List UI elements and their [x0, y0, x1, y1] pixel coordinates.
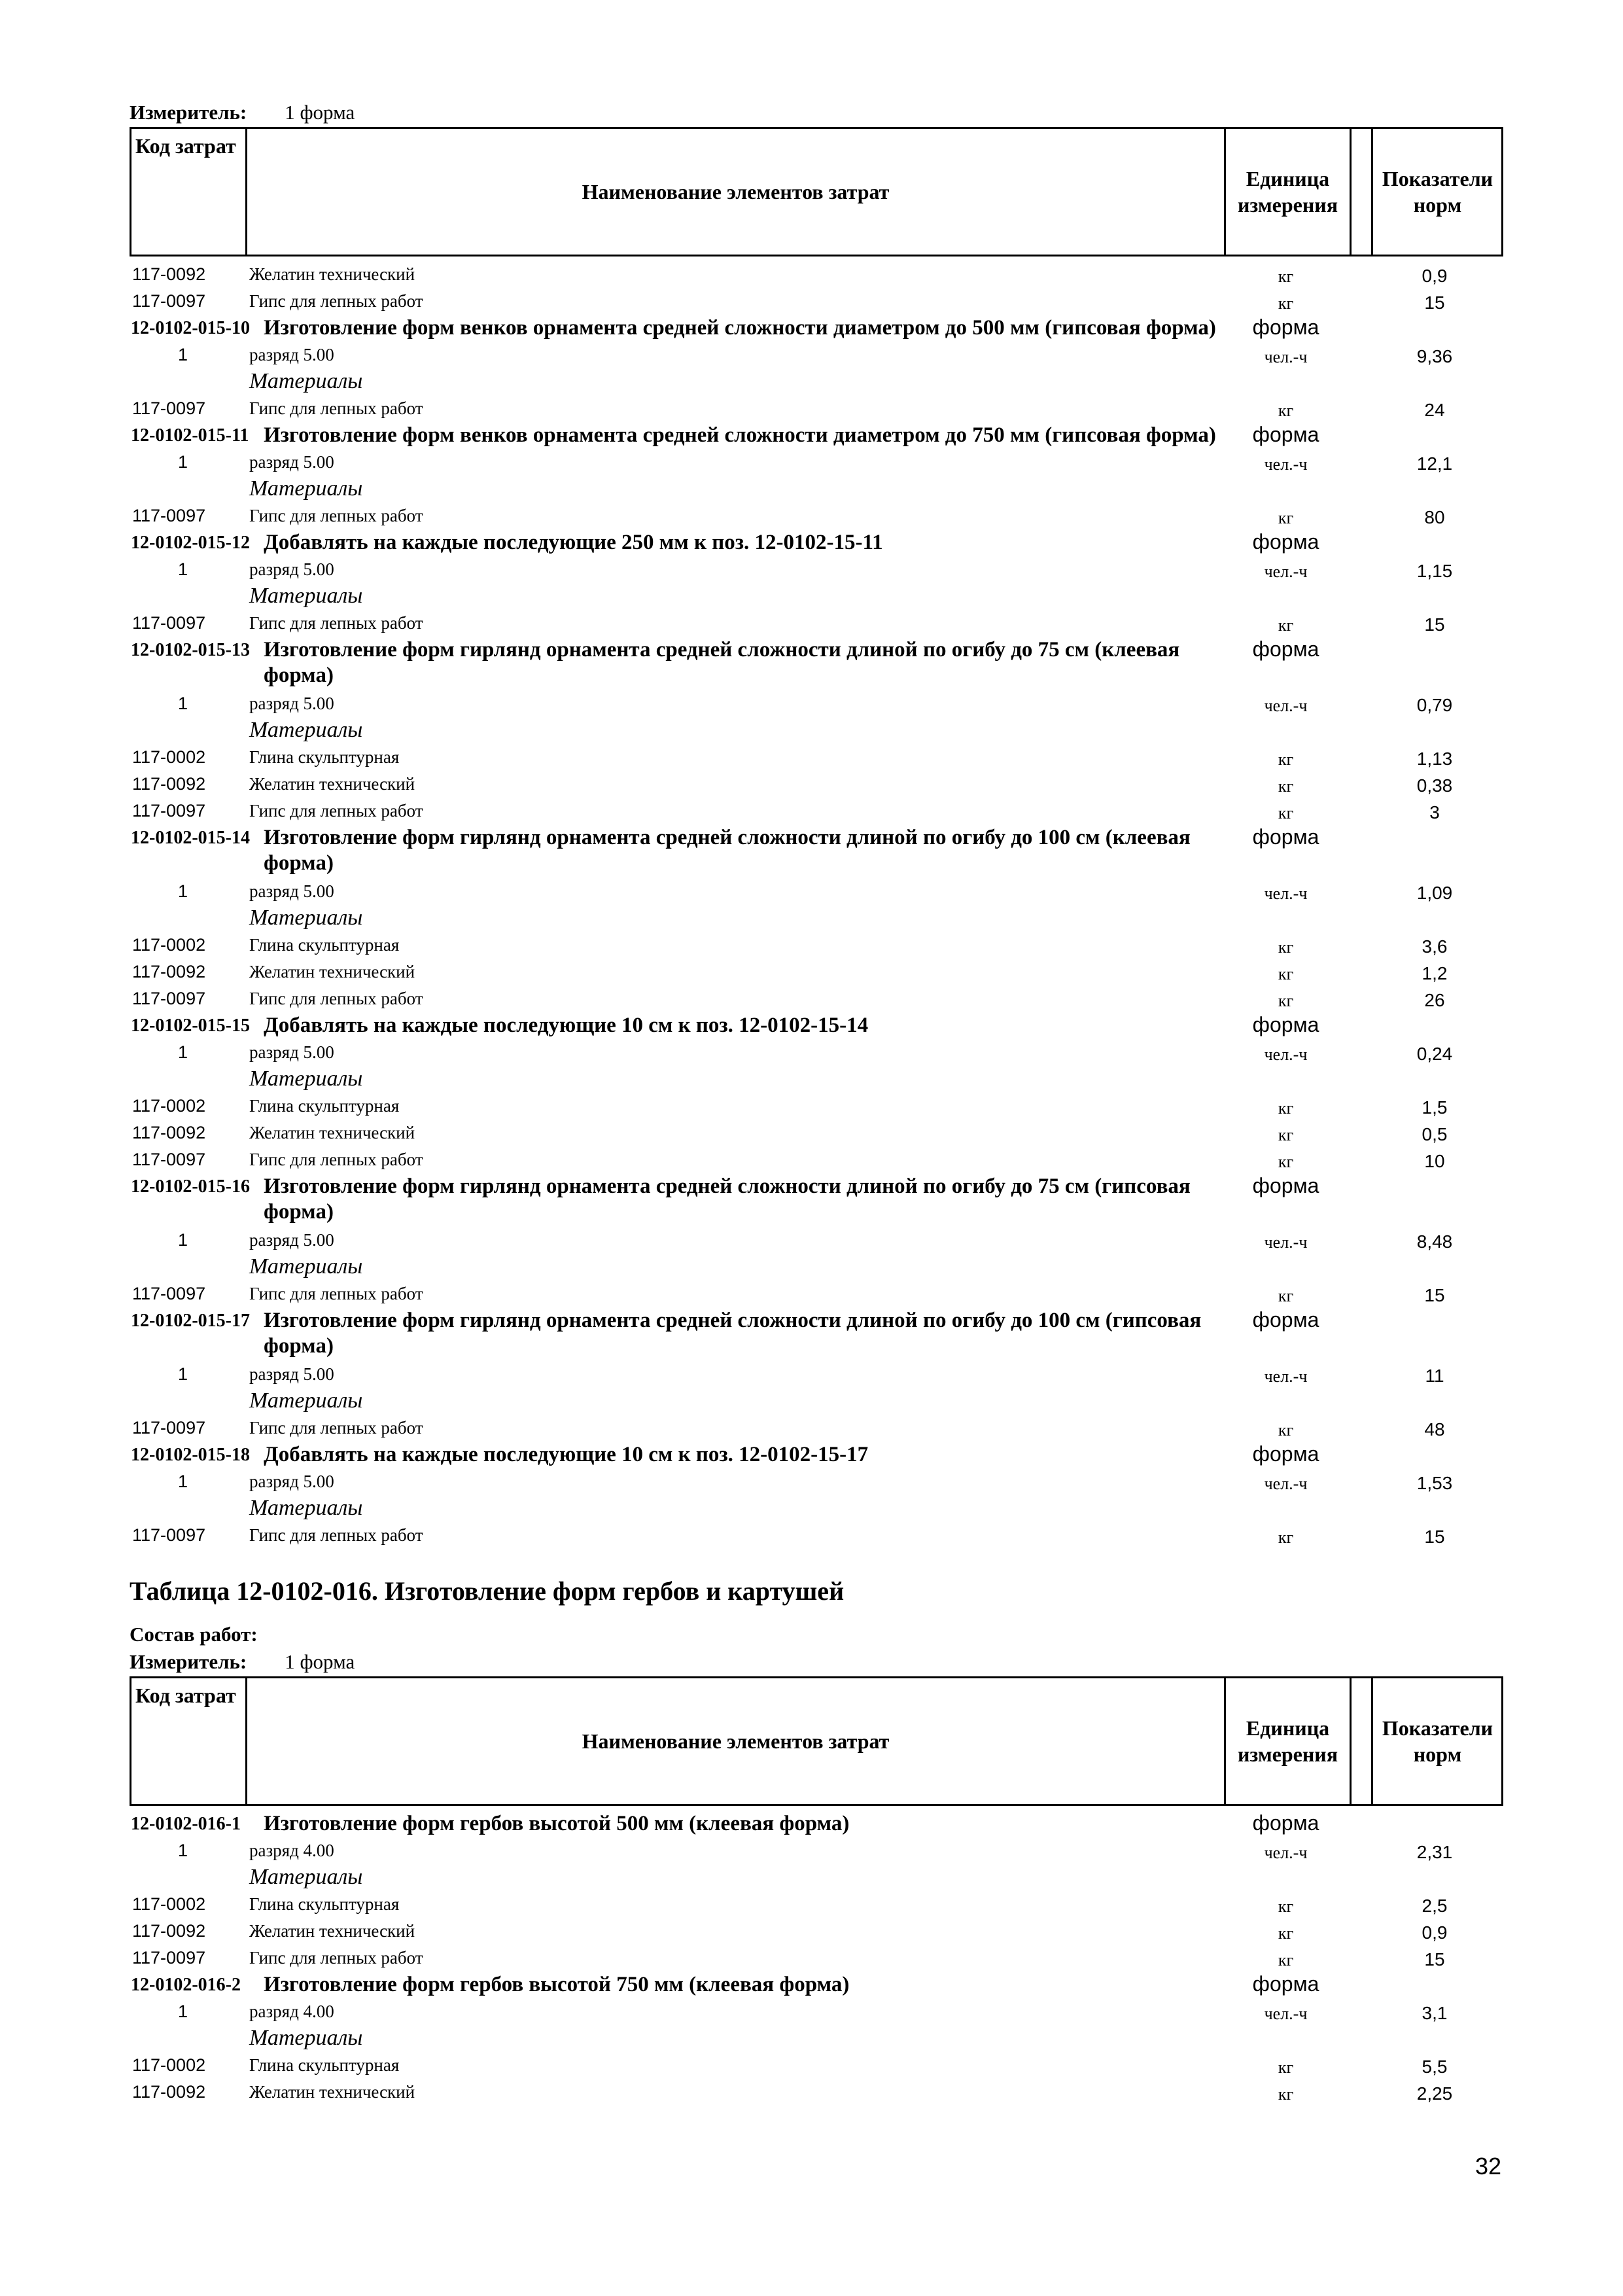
unit-cell: чел.-ч: [1264, 1367, 1308, 1386]
table-row: [130, 1414, 1503, 1441]
unit-cell: кг: [1278, 777, 1294, 796]
materials-label: Материалы: [249, 369, 363, 393]
unit-cell: кг: [1278, 964, 1294, 983]
unit-cell: кг: [1278, 508, 1294, 527]
table-row: [130, 1280, 1503, 1307]
materials-label: Материалы: [249, 2026, 363, 2050]
unit-cell: кг: [1278, 1152, 1294, 1171]
position-code: 12-0102-015-15: [131, 1016, 250, 1036]
code-cell: 117-0002: [132, 747, 206, 767]
norm-cell: 11: [1425, 1366, 1444, 1386]
name-cell: разряд 5.00: [249, 1042, 334, 1062]
table-row: [130, 2051, 1503, 2078]
norm-cell: 80: [1424, 507, 1445, 527]
table-row: [130, 1521, 1503, 1548]
unit-cell: чел.-ч: [1264, 1843, 1308, 1862]
name-cell: Желатин технический: [249, 2082, 415, 2102]
table-row: [130, 1890, 1503, 1917]
name-cell: разряд 5.00: [249, 881, 334, 901]
materials-label: Материалы: [249, 584, 363, 608]
materials-label: Материалы: [249, 1254, 363, 1279]
unit-cell: форма: [1252, 1174, 1319, 1197]
table-row: [130, 260, 1503, 287]
norm-cell: 15: [1424, 292, 1445, 313]
name-cell: Желатин технический: [249, 962, 415, 981]
name-cell: Глина скульптурная: [249, 935, 400, 955]
table-row: [130, 690, 1503, 716]
materials-label: Материалы: [249, 476, 363, 501]
norm-cell: 12,1: [1416, 453, 1453, 474]
meter-label: Измеритель:: [130, 1650, 247, 1673]
unit-cell: чел.-ч: [1264, 2004, 1308, 2023]
code-cell: 1: [178, 452, 188, 472]
header-code: Код затрат: [131, 1678, 247, 1804]
unit-cell: кг: [1278, 1286, 1294, 1305]
norm-cell: 26: [1424, 990, 1445, 1010]
position-code: 12-0102-016-2: [131, 1975, 241, 1995]
norm-cell: 2,25: [1416, 2083, 1453, 2104]
norm-cell: 1,5: [1422, 1097, 1448, 1118]
materials-label: Материалы: [249, 1496, 363, 1520]
position-title: Изготовление форм венков орнамента средней сложности диаметром до 500 мм (гипсовая форма): [264, 316, 1216, 340]
header-unit: Единица измерения: [1224, 129, 1352, 255]
code-cell: 1: [178, 1364, 188, 1384]
table-row: [130, 287, 1503, 314]
unit-cell: кг: [1278, 1528, 1294, 1547]
code-cell: 117-0002: [132, 1894, 206, 1914]
materials-label: Материалы: [249, 718, 363, 742]
unit-cell: кг: [1278, 294, 1294, 313]
norm-cell: 48: [1424, 1419, 1445, 1439]
norm-cell: 15: [1424, 614, 1445, 635]
table-row: [130, 1360, 1503, 1387]
name-cell: Желатин технический: [249, 264, 415, 284]
unit-cell: форма: [1252, 1811, 1319, 1835]
code-cell: 117-0097: [132, 1418, 206, 1438]
unit-cell: форма: [1252, 1308, 1319, 1332]
position-row: [130, 1307, 1503, 1360]
position-code: 12-0102-015-11: [131, 425, 249, 446]
name-cell: Глина скульптурная: [249, 1894, 400, 1914]
norm-cell: 24: [1424, 400, 1445, 420]
header-name: Наименование элементов затрат: [582, 1729, 890, 1753]
unit-cell: кг: [1278, 401, 1294, 420]
table-row: [130, 502, 1503, 529]
header-unit: Единица измерения: [1224, 1678, 1352, 1804]
position-title: Изготовление форм венков орнамента средней сложности диаметром до 750 мм (гипсовая форма): [264, 423, 1216, 447]
position-title: Изготовление форм гербов высотой 500 мм (клеевая форма): [264, 1812, 850, 1835]
code-cell: 117-0002: [132, 1096, 206, 1116]
materials-row: [130, 582, 1503, 609]
code-cell: 1: [178, 1042, 188, 1062]
table-row: [130, 395, 1503, 421]
table-row: [130, 1038, 1503, 1065]
name-cell: Гипс для лепных работ: [249, 506, 423, 525]
position-code: 12-0102-015-14: [131, 828, 250, 848]
position-code: 12-0102-015-18: [131, 1445, 250, 1465]
table-row: [130, 958, 1503, 985]
table-row: [130, 931, 1503, 958]
table-body-2: [130, 1810, 1503, 2105]
table-row: [130, 1917, 1503, 1944]
position-row: [130, 529, 1503, 556]
unit-cell: кг: [1278, 1924, 1294, 1943]
header-code: Код затрат: [131, 129, 247, 255]
table-row: [130, 1119, 1503, 1146]
norm-cell: 0,38: [1416, 775, 1453, 796]
meter-line-2: [130, 1648, 1503, 1676]
code-cell: 1: [178, 694, 188, 713]
unit-cell: кг: [1278, 2085, 1294, 2104]
position-title: Изготовление форм гирлянд орнамента средней сложности длиной по огибу до 75 см (гипсовая форма): [264, 1174, 1191, 1224]
table-row: [130, 1837, 1503, 1863]
position-title: Добавлять на каждые последующие 250 мм к поз. 12-0102-15-11: [264, 531, 883, 554]
table-row: [130, 877, 1503, 904]
unit-cell: кг: [1278, 804, 1294, 822]
code-cell: 1: [178, 1841, 188, 1860]
materials-row: [130, 475, 1503, 502]
code-cell: 117-0097: [132, 613, 206, 633]
code-cell: 117-0092: [132, 264, 206, 284]
materials-label: Материалы: [249, 1067, 363, 1091]
code-cell: 117-0092: [132, 774, 206, 794]
table-row: [130, 1944, 1503, 1971]
code-cell: 117-0092: [132, 1123, 206, 1142]
unit-cell: кг: [1278, 2058, 1294, 2077]
name-cell: разряд 5.00: [249, 1472, 334, 1491]
table-row: [130, 797, 1503, 824]
unit-cell: форма: [1252, 1972, 1319, 1996]
name-cell: Гипс для лепных работ: [249, 1418, 423, 1438]
code-cell: 117-0092: [132, 2082, 206, 2102]
name-cell: Глина скульптурная: [249, 747, 400, 767]
unit-cell: форма: [1252, 530, 1319, 554]
meter-value: 1 форма: [285, 1650, 355, 1673]
name-cell: разряд 4.00: [249, 2002, 334, 2021]
position-title: Добавлять на каждые последующие 10 см к поз. 12-0102-15-17: [264, 1443, 869, 1466]
norm-cell: 3: [1429, 802, 1440, 822]
code-cell: 117-0097: [132, 1525, 206, 1545]
table-row: [130, 1468, 1503, 1494]
name-cell: разряд 5.00: [249, 345, 334, 364]
norm-cell: 10: [1424, 1151, 1445, 1171]
unit-cell: чел.-ч: [1264, 884, 1308, 903]
table-row: [130, 609, 1503, 636]
meter-line-1: [130, 98, 1503, 127]
norm-cell: 15: [1424, 1285, 1445, 1305]
unit-cell: чел.-ч: [1264, 562, 1308, 581]
position-title: Изготовление форм гирлянд орнамента средней сложности длиной по огибу до 100 см (клеевая форма): [264, 826, 1191, 875]
name-cell: разряд 5.00: [249, 559, 334, 579]
unit-cell: кг: [1278, 616, 1294, 635]
meter-label: Измеритель:: [130, 101, 247, 124]
materials-row: [130, 904, 1503, 931]
table-row: [130, 556, 1503, 582]
unit-cell: чел.-ч: [1264, 455, 1308, 474]
table-row: [130, 985, 1503, 1012]
position-row: [130, 1012, 1503, 1038]
table-row: [130, 1146, 1503, 1173]
table-row: [130, 743, 1503, 770]
unit-cell: форма: [1252, 1013, 1319, 1036]
code-cell: 1: [178, 1230, 188, 1250]
name-cell: Гипс для лепных работ: [249, 398, 423, 418]
meter-value: 1 форма: [285, 101, 355, 124]
position-code: 12-0102-015-16: [131, 1176, 250, 1197]
unit-cell: кг: [1278, 1951, 1294, 1969]
materials-row: [130, 1863, 1503, 1890]
unit-cell: кг: [1278, 1099, 1294, 1118]
table-body-1: [130, 260, 1503, 1548]
code-cell: 117-0097: [132, 1150, 206, 1169]
table-row: [130, 448, 1503, 475]
position-code: 12-0102-015-13: [131, 640, 250, 660]
norm-cell: 2,5: [1422, 1896, 1448, 1916]
materials-row: [130, 368, 1503, 395]
norm-cell: 0,9: [1422, 266, 1448, 286]
name-cell: разряд 5.00: [249, 694, 334, 713]
position-row: [130, 314, 1503, 341]
table-row: [130, 1998, 1503, 2024]
materials-row: [130, 1494, 1503, 1521]
name-cell: Глина скульптурная: [249, 1096, 400, 1116]
norm-cell: 0,9: [1422, 1922, 1448, 1943]
norm-cell: 0,79: [1416, 695, 1453, 715]
norm-cell: 9,36: [1416, 346, 1453, 366]
unit-cell: кг: [1278, 938, 1294, 957]
norm-cell: 5,5: [1422, 2057, 1448, 2077]
materials-label: Материалы: [249, 1865, 363, 1889]
name-cell: Желатин технический: [249, 1921, 415, 1941]
table-row: [130, 341, 1503, 368]
table-title: Таблица 12-0102-016. Изготовление форм гербов и картушей: [130, 1576, 845, 1606]
unit-cell: кг: [1278, 750, 1294, 769]
position-title: Изготовление форм гирлянд орнамента средней сложности длиной по огибу до 100 см (гипсовая форма): [264, 1309, 1202, 1358]
table-row: [130, 2078, 1503, 2105]
norm-cell: 0,24: [1416, 1044, 1453, 1064]
norm-cell: 3,1: [1422, 2003, 1448, 2023]
code-cell: 1: [178, 881, 188, 901]
code-cell: 117-0097: [132, 506, 206, 525]
position-code: 12-0102-015-10: [131, 318, 250, 338]
code-cell: 1: [178, 1472, 188, 1491]
table-header-1: [130, 127, 1503, 256]
name-cell: Гипс для лепных работ: [249, 1525, 423, 1545]
position-code: 12-0102-016-1: [131, 1814, 241, 1834]
materials-row: [130, 2024, 1503, 2051]
document-page: [130, 98, 1503, 2105]
page-number: 32: [1475, 2153, 1502, 2180]
position-title: Изготовление форм гербов высотой 750 мм (клеевая форма): [264, 1973, 850, 1996]
name-cell: Глина скульптурная: [249, 2055, 400, 2075]
norm-cell: 1,15: [1416, 561, 1453, 581]
name-cell: Желатин технический: [249, 774, 415, 794]
position-row: [130, 1441, 1503, 1468]
code-cell: 117-0097: [132, 989, 206, 1008]
materials-row: [130, 716, 1503, 743]
code-cell: 117-0097: [132, 291, 206, 311]
code-cell: 117-0097: [132, 398, 206, 418]
unit-cell: форма: [1252, 637, 1319, 661]
norm-cell: 2,31: [1416, 1842, 1453, 1862]
position-title: Изготовление форм гирлянд орнамента средней сложности длиной по огибу до 75 см (клеевая форма): [264, 638, 1180, 687]
table-row: [130, 770, 1503, 797]
table-header-2: [130, 1676, 1503, 1806]
header-norm: Показатели норм: [1371, 1678, 1502, 1804]
unit-cell: форма: [1252, 1442, 1319, 1466]
unit-cell: форма: [1252, 423, 1319, 446]
unit-cell: чел.-ч: [1264, 1474, 1308, 1493]
name-cell: Желатин технический: [249, 1123, 415, 1142]
code-cell: 117-0092: [132, 1921, 206, 1941]
materials-label: Материалы: [249, 906, 363, 930]
position-row: [130, 1971, 1503, 1998]
norm-cell: 3,6: [1422, 936, 1448, 957]
header-name: Наименование элементов затрат: [582, 179, 890, 203]
name-cell: разряд 5.00: [249, 1364, 334, 1384]
unit-cell: кг: [1278, 991, 1294, 1010]
code-cell: 1: [178, 559, 188, 579]
table-row: [130, 1092, 1503, 1119]
code-cell: 117-0097: [132, 1284, 206, 1303]
materials-row: [130, 1253, 1503, 1280]
name-cell: Гипс для лепных работ: [249, 291, 423, 311]
norm-cell: 0,5: [1422, 1124, 1448, 1144]
unit-cell: чел.-ч: [1264, 1045, 1308, 1064]
norm-cell: 1,53: [1416, 1473, 1453, 1493]
position-title: Добавлять на каждые последующие 10 см к поз. 12-0102-15-14: [264, 1014, 869, 1037]
position-row: [130, 1173, 1503, 1226]
norm-cell: 15: [1424, 1527, 1445, 1547]
position-row: [130, 421, 1503, 448]
code-cell: 117-0097: [132, 1948, 206, 1968]
norm-cell: 1,09: [1416, 883, 1453, 903]
materials-row: [130, 1387, 1503, 1414]
unit-cell: чел.-ч: [1264, 347, 1308, 366]
code-cell: 117-0092: [132, 962, 206, 981]
unit-cell: кг: [1278, 1125, 1294, 1144]
code-cell: 117-0097: [132, 801, 206, 821]
position-code: 12-0102-015-12: [131, 533, 250, 553]
code-cell: 117-0002: [132, 935, 206, 955]
unit-cell: форма: [1252, 825, 1319, 849]
unit-cell: кг: [1278, 1897, 1294, 1916]
norm-cell: 15: [1424, 1949, 1445, 1969]
table-row: [130, 1226, 1503, 1253]
name-cell: Гипс для лепных работ: [249, 1150, 423, 1169]
position-row: [130, 1810, 1503, 1837]
unit-cell: кг: [1278, 1421, 1294, 1439]
name-cell: Гипс для лепных работ: [249, 1948, 423, 1968]
position-row: [130, 636, 1503, 690]
materials-row: [130, 1065, 1503, 1092]
name-cell: разряд 5.00: [249, 452, 334, 472]
name-cell: разряд 4.00: [249, 1841, 334, 1860]
unit-cell: чел.-ч: [1264, 1233, 1308, 1252]
code-cell: 117-0002: [132, 2055, 206, 2075]
code-cell: 1: [178, 345, 188, 364]
unit-cell: форма: [1252, 315, 1319, 339]
position-row: [130, 824, 1503, 877]
norm-cell: 8,48: [1416, 1231, 1453, 1252]
name-cell: Гипс для лепных работ: [249, 1284, 423, 1303]
code-cell: 1: [178, 2002, 188, 2021]
materials-label: Материалы: [249, 1388, 363, 1413]
name-cell: Гипс для лепных работ: [249, 613, 423, 633]
norm-cell: 1,2: [1422, 963, 1448, 983]
name-cell: разряд 5.00: [249, 1230, 334, 1250]
position-code: 12-0102-015-17: [131, 1311, 250, 1331]
norm-cell: 1,13: [1416, 749, 1453, 769]
name-cell: Гипс для лепных работ: [249, 989, 423, 1008]
unit-cell: чел.-ч: [1264, 696, 1308, 715]
name-cell: Гипс для лепных работ: [249, 801, 423, 821]
unit-cell: кг: [1278, 267, 1294, 286]
header-norm: Показатели норм: [1371, 129, 1502, 255]
work-composition-label: Состав работ:: [130, 1623, 258, 1646]
